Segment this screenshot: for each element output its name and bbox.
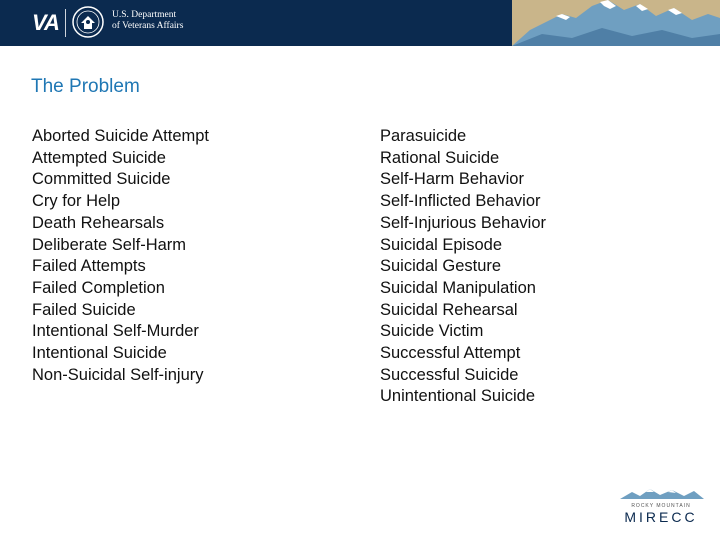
term-item: Suicidal Manipulation (380, 278, 536, 297)
mountain-banner-image (512, 0, 720, 46)
dept-line-2: of Veterans Affairs (112, 21, 184, 31)
term-item: Self-Inflicted Behavior (380, 192, 541, 211)
term-item: Failed Suicide (32, 300, 136, 319)
department-name (112, 10, 183, 32)
header-divider (65, 9, 66, 37)
dept-line-1: U.S. Department (112, 10, 177, 20)
term-item: Suicidal Gesture (380, 257, 502, 276)
term-item: Attempted Suicide (32, 148, 166, 167)
term-item: Successful Suicide (380, 365, 519, 384)
term-item: Self-Injurious Behavior (380, 213, 546, 232)
term-item: Failed Completion (32, 278, 165, 297)
term-item: Parasuicide (380, 127, 467, 145)
term-item: Self-Harm Behavior (380, 170, 524, 189)
va-logo: VA (32, 10, 59, 35)
term-item: Intentional Suicide (32, 344, 167, 363)
term-item: Non-Suicidal Self-injury (32, 365, 204, 384)
term-item: Suicide Victim (380, 322, 484, 341)
mirecc-tagline: ROCKY MOUNTAIN (631, 503, 691, 509)
term-item: Cry for Help (32, 192, 121, 211)
mirecc-name: MIRECC (624, 509, 698, 525)
slide-title: The Problem (31, 76, 140, 97)
term-item: Successful Attempt (380, 344, 521, 363)
term-item: Committed Suicide (32, 170, 171, 189)
header-banner (0, 0, 720, 46)
term-item: Unintentional Suicide (380, 387, 536, 406)
term-item: Aborted Suicide Attempt (32, 127, 210, 145)
term-item: Deliberate Self-Harm (32, 235, 187, 254)
term-item: Death Rehearsals (32, 213, 165, 232)
term-item: Suicidal Rehearsal (380, 300, 518, 319)
term-item: Suicidal Episode (380, 235, 502, 254)
right-term-list (380, 126, 546, 408)
left-term-list (32, 126, 209, 386)
term-item: Failed Attempts (32, 257, 146, 276)
term-item: Rational Suicide (380, 148, 500, 167)
mirecc-logo (616, 487, 706, 527)
term-item: Intentional Self-Murder (32, 322, 199, 341)
va-seal-icon (72, 6, 104, 38)
